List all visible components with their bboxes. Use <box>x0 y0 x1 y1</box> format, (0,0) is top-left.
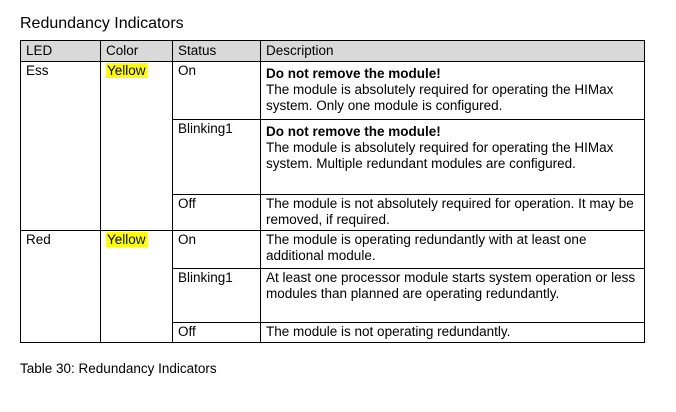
description-text: The module is absolutely required for operating the HIMax system. Multiple redundant modules are configured. <box>266 140 614 171</box>
table-row <box>21 231 645 269</box>
led-name-cell: Red <box>21 231 101 343</box>
status-cell: Blinking1 <box>173 269 261 323</box>
table-header-row <box>21 41 645 62</box>
led-color-cell <box>101 62 173 231</box>
description-cell <box>261 195 645 231</box>
status-cell: Off <box>173 323 261 343</box>
description-text: The module is not operating redundantly. <box>266 324 511 339</box>
description-text: The module is absolutely required for operating the HIMax system. Only one module is configured. <box>266 82 614 113</box>
description-cell <box>261 120 645 195</box>
table-row <box>21 62 645 120</box>
section-heading: Redundancy Indicators <box>20 15 184 32</box>
redundancy-indicators-table <box>20 40 645 343</box>
description-text: At least one processor module starts system operation or less modules than planned are operating redundantly. <box>266 270 636 301</box>
column-header-led: LED <box>21 41 101 62</box>
table-caption: Table 30: Redundancy Indicators <box>20 361 217 376</box>
description-text: The module is not absolutely required for operation. It may be removed, if required. <box>266 196 634 227</box>
warning-text: Do not remove the module! <box>266 124 441 139</box>
description-cell <box>261 269 645 323</box>
warning-text: Do not remove the module! <box>266 66 441 81</box>
column-header-status: Status <box>173 41 261 62</box>
status-cell: Off <box>173 195 261 231</box>
status-cell: Blinking1 <box>173 120 261 195</box>
description-cell <box>261 231 645 269</box>
description-text: The module is operating redundantly with at least one additional module. <box>266 232 587 263</box>
led-color-highlight: Yellow <box>107 232 146 247</box>
status-cell: On <box>173 62 261 120</box>
column-header-description: Description <box>261 41 645 62</box>
led-color-highlight: Yellow <box>107 63 146 78</box>
led-name-cell: Ess <box>21 62 101 231</box>
status-cell: On <box>173 231 261 269</box>
description-cell <box>261 62 645 120</box>
led-color-cell <box>101 231 173 343</box>
description-cell <box>261 323 645 343</box>
column-header-color: Color <box>101 41 173 62</box>
